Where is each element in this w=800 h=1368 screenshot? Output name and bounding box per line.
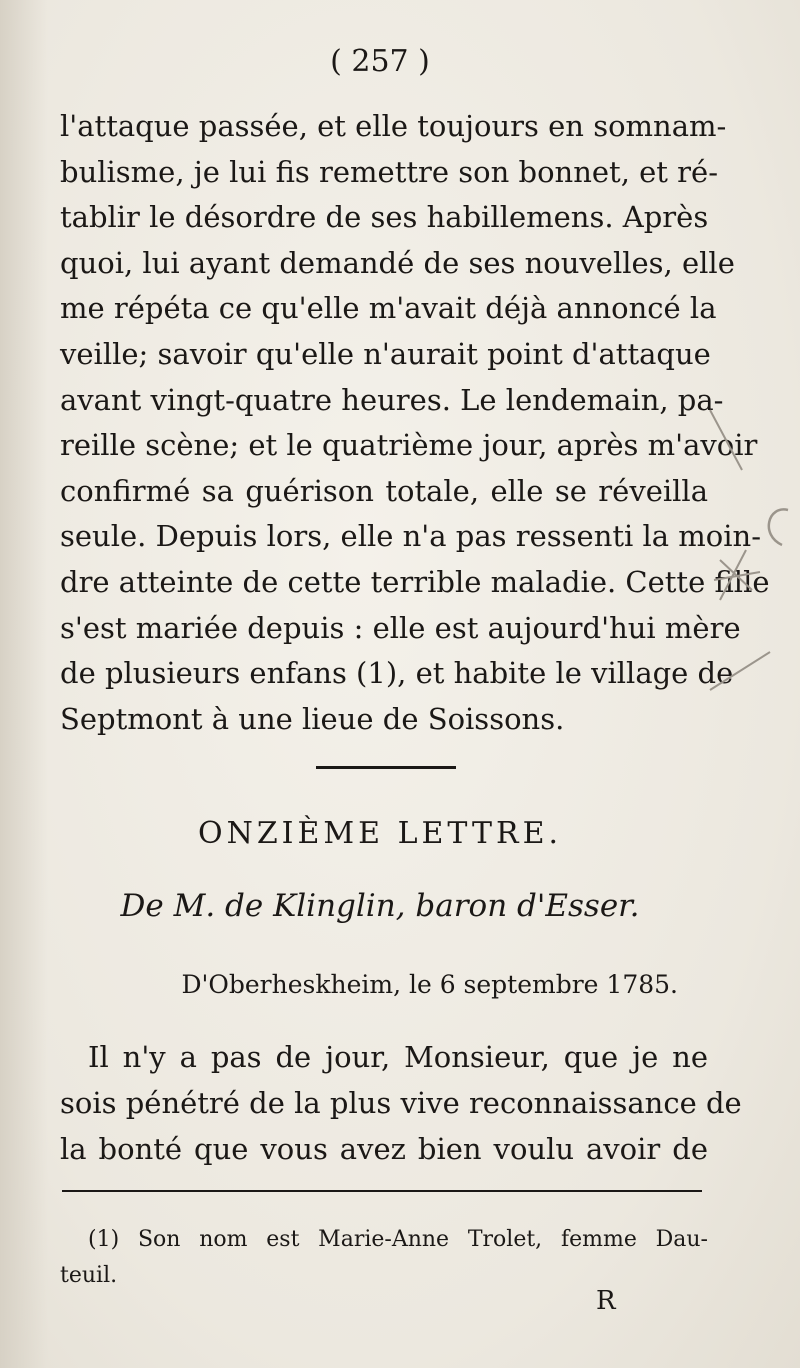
text-line: quoi, lui ayant demandé de ses nouvelles, elle bbox=[60, 245, 735, 280]
text-line: l'attaque passée, et elle toujours en somnam- bbox=[60, 109, 727, 143]
footnote bbox=[60, 1222, 708, 1294]
letter-text bbox=[60, 1034, 742, 1172]
dateline: D'Oberheskheim, le 6 septembre 1785. bbox=[181, 970, 678, 999]
text-line: Il n'y a pas de jour, Monsieur, que je ne bbox=[88, 1040, 708, 1074]
signature-mark: R bbox=[596, 1286, 616, 1316]
text-line: confirmé sa guérison totale, elle se réveilla bbox=[60, 473, 708, 508]
page-number: ( 257 ) bbox=[330, 44, 430, 79]
text-line: me répéta ce qu'elle m'avait déjà annoncé la bbox=[60, 291, 717, 326]
body-text bbox=[60, 104, 770, 742]
letter-subheading: De M. de Klinglin, baron d'Esser. bbox=[120, 888, 640, 924]
page-gutter-shadow bbox=[0, 0, 48, 1368]
letter-heading: ONZIÈME LETTRE. bbox=[197, 816, 562, 851]
section-divider bbox=[316, 766, 456, 769]
pencil-marks-icon bbox=[690, 390, 800, 710]
text-line: dre atteinte de cette terrible maladie. Cette fille bbox=[60, 564, 770, 599]
text-line: tablir le désordre de ses habillemens. Après bbox=[60, 200, 709, 235]
text-line: de plusieurs enfans (1), et habite le village de bbox=[60, 656, 734, 691]
text-line: veille; savoir qu'elle n'aurait point d'attaque bbox=[60, 336, 711, 371]
text-line: Septmont à une lieue de Soissons. bbox=[60, 701, 565, 736]
text-line: la bonté que vous avez bien voulu avoir de bbox=[60, 1132, 708, 1166]
text-line: seule. Depuis lors, elle n'a pas ressenti la moin- bbox=[60, 519, 762, 554]
footnote-line: teuil. bbox=[60, 1263, 118, 1288]
text-line: sois pénétré de la plus vive reconnaissance de bbox=[60, 1086, 742, 1120]
text-line: reille scène; et le quatrième jour, après m'avoir bbox=[60, 428, 758, 463]
text-line: avant vingt-quatre heures. Le lendemain, pa- bbox=[60, 382, 724, 417]
text-line: bulisme, je lui fis remettre son bonnet, et ré- bbox=[60, 154, 718, 189]
footnote-divider bbox=[62, 1190, 702, 1192]
footnote-line: (1) Son nom est Marie-Anne Trolet, femme Dau- bbox=[88, 1227, 708, 1252]
text-line: s'est mariée depuis : elle est aujourd'hui mère bbox=[60, 610, 741, 645]
